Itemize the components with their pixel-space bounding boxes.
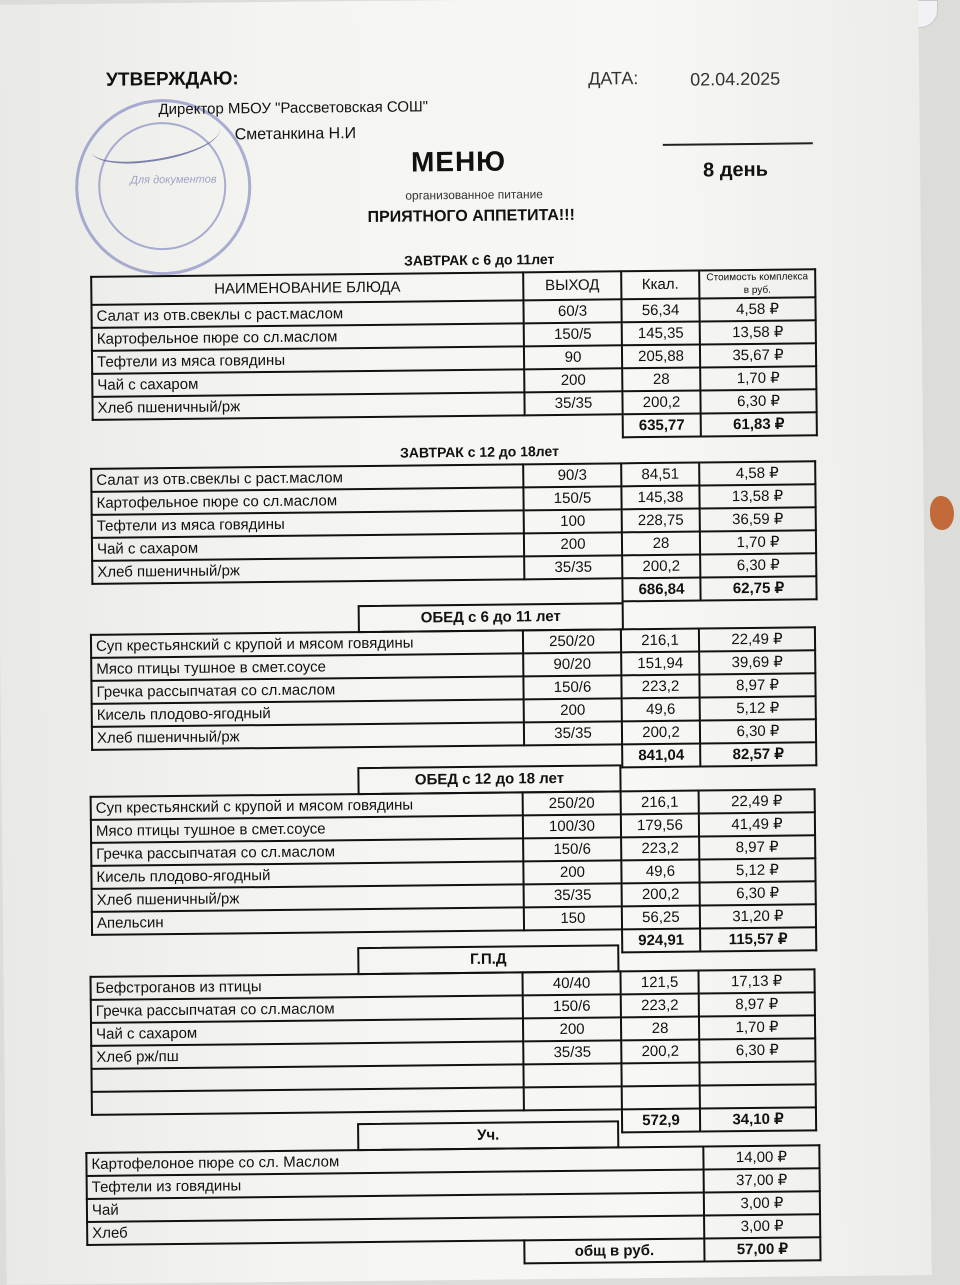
- dish-name: Суп крестьянский с крупой и мясом говядины: [91, 630, 523, 658]
- rows-gpd: [91, 969, 816, 1115]
- dish-name: Суп крестьянский с крупой и мясом говядины: [91, 792, 523, 820]
- dish-portion: 200: [523, 1017, 621, 1041]
- dish-portion: 150/5: [523, 486, 621, 510]
- dish-cost: 6,30 ₽: [700, 553, 816, 577]
- dish-name: Салат из отв.свеклы с раст.маслом: [91, 464, 523, 492]
- dish-name: Гречка рассыпчатая со сл.маслом: [91, 676, 523, 704]
- dish-kcal: 28: [621, 1017, 699, 1041]
- dish-kcal: 121,5: [620, 971, 698, 995]
- dish-name: Хлеб рж/пш: [91, 1041, 523, 1069]
- dish-cost: 13,58 ₽: [700, 320, 816, 344]
- total-kcal: 924,91: [622, 929, 700, 953]
- dish-kcal: 179,56: [621, 814, 699, 838]
- dish-cost: 5,12 ₽: [699, 858, 815, 882]
- dish-kcal: 28: [622, 532, 700, 556]
- dish-kcal: 200,2: [622, 555, 700, 579]
- dish-name: Мясо птицы тушное в смет.соусе: [91, 815, 523, 843]
- dish-portion: 90: [524, 345, 622, 369]
- dish-kcal: 84,51: [621, 463, 699, 487]
- page-subtitle: организованное питание: [405, 187, 544, 203]
- dish-kcal: [621, 1063, 699, 1087]
- total-cost: 57,00 ₽: [704, 1237, 820, 1261]
- section-title-breakfast-small: ЗАВТРАК с 6 до 11лет: [403, 251, 555, 269]
- dish-portion: 200: [523, 860, 621, 884]
- dish-name: Картофельное пюре со сл.маслом: [92, 323, 524, 351]
- dish-portion: [524, 1086, 622, 1110]
- col-out-header: ВЫХОД: [523, 271, 621, 300]
- col-kcal-header: Ккал.: [621, 271, 699, 300]
- dish-portion: 250/20: [523, 791, 621, 815]
- dish-portion: 35/35: [524, 883, 622, 907]
- dish-name: Бефстроганов из птицы: [91, 972, 523, 1000]
- section-title-staff: Уч.: [357, 1120, 619, 1151]
- dish-kcal: 56,34: [621, 299, 699, 323]
- dish-kcal: 49,6: [621, 860, 699, 884]
- dish-portion: 100/30: [523, 814, 621, 838]
- dish-name: Чай: [87, 1193, 704, 1222]
- dish-cost: 8,97 ₽: [699, 673, 815, 697]
- dish-portion: 60/3: [523, 299, 621, 323]
- dish-kcal: 216,1: [621, 629, 699, 653]
- dish-cost: 17,13 ₽: [698, 969, 814, 993]
- total-cost: 61,83 ₽: [701, 412, 817, 436]
- dish-cost: 3,00 ₽: [704, 1214, 820, 1238]
- table-gpd: [89, 968, 817, 1139]
- dish-cost: 6,30 ₽: [700, 719, 816, 743]
- total-kcal: 572,9: [622, 1109, 700, 1133]
- dish-cost: 8,97 ₽: [699, 835, 815, 859]
- stamp-text: Для документов: [130, 173, 217, 187]
- dish-portion: 35/35: [524, 555, 622, 579]
- dish-name: Мясо птицы тушное в смет.соусе: [91, 653, 523, 681]
- dish-name: Чай с сахаром: [92, 369, 524, 397]
- dish-cost: 1,70 ₽: [699, 1015, 815, 1039]
- dish-cost: 8,97 ₽: [699, 992, 815, 1016]
- dish-kcal: 200,2: [622, 883, 700, 907]
- total-cost: 34,10 ₽: [700, 1107, 816, 1131]
- dish-cost: 39,69 ₽: [699, 650, 815, 674]
- wall-stain: [930, 496, 954, 530]
- dish-portion: 200: [524, 698, 622, 722]
- dish-portion: 35/35: [524, 721, 622, 745]
- dish-kcal: 49,6: [622, 698, 700, 722]
- dish-portion: 90/3: [523, 463, 621, 487]
- total-cost: 115,57 ₽: [700, 927, 816, 951]
- col-name-header: НАИМЕНОВАНИЕ БЛЮДА: [91, 272, 523, 305]
- dish-portion: 150/6: [523, 837, 621, 861]
- dish-name: Тефтели из мяса говядины: [92, 510, 524, 538]
- date-label: ДАТА:: [588, 68, 639, 89]
- dish-name: Салат из отв.свеклы с раст.маслом: [91, 300, 523, 328]
- dish-portion: 40/40: [522, 971, 620, 995]
- dish-name: Тефтели из мяса говядины: [92, 346, 524, 374]
- dish-kcal: 228,75: [622, 509, 700, 533]
- dish-cost: 22,49 ₽: [699, 789, 815, 813]
- dish-name: Хлеб пшеничный/рж: [92, 722, 524, 750]
- dish-name: Хлеб пшеничный/рж: [92, 884, 524, 912]
- dish-cost: 31,20 ₽: [700, 904, 816, 928]
- dish-kcal: [622, 1086, 700, 1110]
- section-title-gpd: Г.П.Д: [357, 944, 619, 975]
- section-title-lunch-big: ОБЕД с 12 до 18 лет: [357, 764, 621, 795]
- dish-portion: 150/5: [524, 322, 622, 346]
- dish-portion: 200: [524, 368, 622, 392]
- total-kcal: 686,84: [622, 578, 700, 602]
- dish-cost: 3,00 ₽: [704, 1191, 820, 1215]
- dish-kcal: 223,2: [621, 837, 699, 861]
- day-number: 8 день: [702, 158, 769, 182]
- dish-portion: [523, 1063, 621, 1087]
- dish-cost: 22,49 ₽: [699, 627, 815, 651]
- dish-portion: 90/20: [523, 652, 621, 676]
- dish-kcal: 56,25: [622, 906, 700, 930]
- total-cost: 62,75 ₽: [700, 576, 816, 600]
- dish-kcal: 200,2: [621, 1040, 699, 1064]
- rows-breakfast-big: [91, 461, 816, 584]
- dish-cost: 1,70 ₽: [700, 366, 816, 390]
- dish-name: Картофелоное пюре со сл. Маслом: [86, 1147, 703, 1176]
- dish-kcal: 145,38: [621, 486, 699, 510]
- table-lunch-small: [90, 626, 817, 774]
- table-breakfast-small: [90, 268, 818, 444]
- dish-name: Чай с сахаром: [91, 1018, 523, 1046]
- dish-cost: 6,30 ₽: [699, 1038, 815, 1062]
- page-title: МЕНЮ: [410, 145, 507, 178]
- dish-cost: 35,67 ₽: [700, 343, 816, 367]
- dish-kcal: 151,94: [621, 652, 699, 676]
- total-cost: 82,57 ₽: [700, 742, 816, 766]
- total-label: общ в руб.: [524, 1239, 704, 1264]
- director-name: Сметанкина Н.И: [234, 125, 357, 144]
- table-lunch-big: [90, 788, 818, 959]
- dish-name: Гречка рассыпчатая со сл.маслом: [91, 838, 523, 866]
- dish-cost: 13,58 ₽: [699, 484, 815, 508]
- dish-kcal: 223,2: [621, 675, 699, 699]
- col-cost-header: Стоимость комплекса в руб.: [699, 269, 815, 298]
- dish-name: Хлеб: [87, 1216, 704, 1245]
- dish-portion: 35/35: [523, 1040, 621, 1064]
- dish-portion: 150/6: [523, 994, 621, 1018]
- rows-lunch-small: [91, 627, 816, 750]
- director-title: Директор МБОУ "Рассветовская СОШ": [158, 98, 429, 119]
- rows-staff: [86, 1145, 820, 1245]
- dish-kcal: 205,88: [622, 344, 700, 368]
- dish-cost: 41,49 ₽: [699, 812, 815, 836]
- dish-cost: 6,30 ₽: [700, 881, 816, 905]
- rows-breakfast-small: [91, 297, 816, 420]
- dish-name: Кисель плодово-ягодный: [92, 699, 524, 727]
- dish-portion: 150/6: [523, 675, 621, 699]
- dish-portion: 35/35: [524, 391, 622, 415]
- dish-name: Картофельное пюре со сл.маслом: [91, 487, 523, 515]
- dish-cost: 4,58 ₽: [699, 461, 815, 485]
- dish-cost: 14,00 ₽: [703, 1145, 819, 1169]
- dish-name: Тефтели из говядины: [87, 1170, 704, 1199]
- dish-cost: [699, 1061, 815, 1085]
- dish-kcal: 216,1: [621, 791, 699, 815]
- dish-kcal: 28: [622, 367, 700, 391]
- date-value: 02.04.2025: [690, 68, 781, 90]
- dish-name: Апельсин: [92, 907, 524, 935]
- section-title-breakfast-big: ЗАВТРАК с 12 до 18лет: [399, 442, 559, 461]
- section-title-lunch-small: ОБЕД с 6 до 11 лет: [358, 602, 624, 633]
- dish-cost: [700, 1084, 816, 1108]
- dish-cost: 4,58 ₽: [699, 297, 815, 321]
- dish-name: Гречка рассыпчатая со сл.маслом: [91, 995, 523, 1023]
- approve-label: УТВЕРЖДАЮ:: [106, 68, 239, 91]
- dish-kcal: 145,35: [622, 321, 700, 345]
- dish-kcal: 200,2: [622, 390, 700, 414]
- dish-kcal: 223,2: [621, 994, 699, 1018]
- dish-cost: 5,12 ₽: [700, 696, 816, 720]
- dish-cost: 37,00 ₽: [704, 1168, 820, 1192]
- dish-name: Чай с сахаром: [92, 533, 524, 561]
- dish-portion: 150: [524, 906, 622, 930]
- dish-portion: 250/20: [523, 629, 621, 653]
- dish-kcal: 200,2: [622, 721, 700, 745]
- total-kcal: 841,04: [622, 744, 700, 768]
- dish-portion: 200: [524, 532, 622, 556]
- dish-name: Хлеб пшеничный/рж: [92, 392, 524, 420]
- dish-name: Кисель плодово-ягодный: [91, 861, 523, 889]
- dish-cost: 6,30 ₽: [700, 389, 816, 413]
- rows-lunch-big: [91, 789, 816, 935]
- day-underline: [663, 142, 813, 146]
- dish-cost: 36,59 ₽: [700, 507, 816, 531]
- table-breakfast-big: [90, 460, 817, 608]
- table-staff: [85, 1144, 821, 1269]
- dish-portion: 100: [524, 509, 622, 533]
- dish-name: Хлеб пшеничный/рж: [92, 556, 524, 584]
- appetite-slogan: ПРИЯТНОГО АППЕТИТА!!!: [367, 206, 575, 226]
- dish-cost: 1,70 ₽: [700, 530, 816, 554]
- total-kcal: 635,77: [623, 413, 701, 437]
